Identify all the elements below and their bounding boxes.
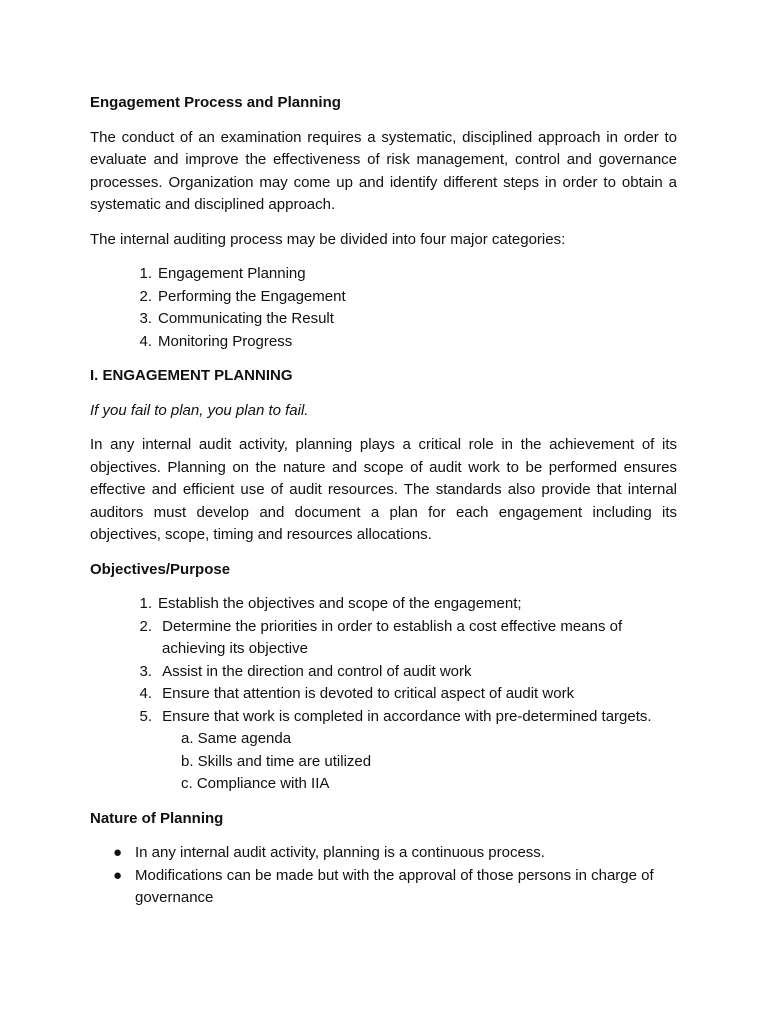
list-item: 3. Assist in the direction and control of audit work bbox=[139, 662, 472, 680]
list-item: 4. Ensure that attention is devoted to critical aspect of audit work bbox=[139, 685, 575, 702]
document-content bbox=[90, 92, 677, 910]
objectives-heading: Objectives/Purpose bbox=[90, 560, 231, 578]
categories-list bbox=[90, 263, 677, 353]
document-title: Engagement Process and Planning bbox=[90, 94, 341, 111]
list-item: 1. Establish the objectives and scope of the engagement; bbox=[139, 595, 522, 612]
section-heading-engagement-planning: I. ENGAGEMENT PLANNING bbox=[90, 367, 293, 384]
list-item: 5. Ensure that work is completed in accordance with pre-determined targets. bbox=[139, 707, 652, 725]
list-item: 1. Engagement Planning bbox=[139, 265, 306, 282]
categories-intro: The internal auditing process may be divided into four major categories: bbox=[90, 230, 566, 248]
list-item: 4. Monitoring Progress bbox=[139, 332, 293, 350]
planning-paragraph: In any internal audit activity, planning plays a critical role in the achievement of its objectives. Planning on the nature and scope of audit work to be performed ensures effective and efficient use of audit resources. The standards also provide that internal auditors must develop and document a plan for each engagement including its objectives, scope, timing and resources allocations. bbox=[90, 436, 677, 543]
nature-bullets bbox=[90, 842, 677, 910]
quote: If you fail to plan, you plan to fail. bbox=[90, 401, 309, 419]
sublist-item: c. Compliance with IIA bbox=[181, 775, 330, 792]
list-item: 3. Communicating the Result bbox=[139, 310, 334, 327]
nature-heading: Nature of Planning bbox=[90, 809, 224, 827]
intro-paragraph: The conduct of an examination requires a systematic, disciplined approach in order to evaluate and improve the effectiveness of risk management, control and governance processes. Organization may come up and identify different steps in order to obtain a systematic and disciplined approach. bbox=[90, 128, 677, 213]
bullet-icon: ● bbox=[113, 844, 123, 861]
bullet-icon: ● bbox=[113, 866, 123, 884]
list-item: ● In any internal audit activity, planning is a continuous process. bbox=[90, 842, 677, 865]
list-item: 2. Performing the Engagement bbox=[139, 287, 346, 305]
sublist-item: b. Skills and time are utilized bbox=[181, 752, 372, 770]
objectives-list bbox=[90, 593, 677, 728]
list-item: ● Modifications can be made but with the approval of those persons in charge of governance bbox=[90, 865, 677, 910]
sublist-item: a. Same agenda bbox=[181, 730, 292, 747]
list-item: 2. Determine the priorities in order to establish a cost effective means of achieving its objective bbox=[139, 617, 627, 657]
objectives-sublist bbox=[90, 728, 677, 796]
